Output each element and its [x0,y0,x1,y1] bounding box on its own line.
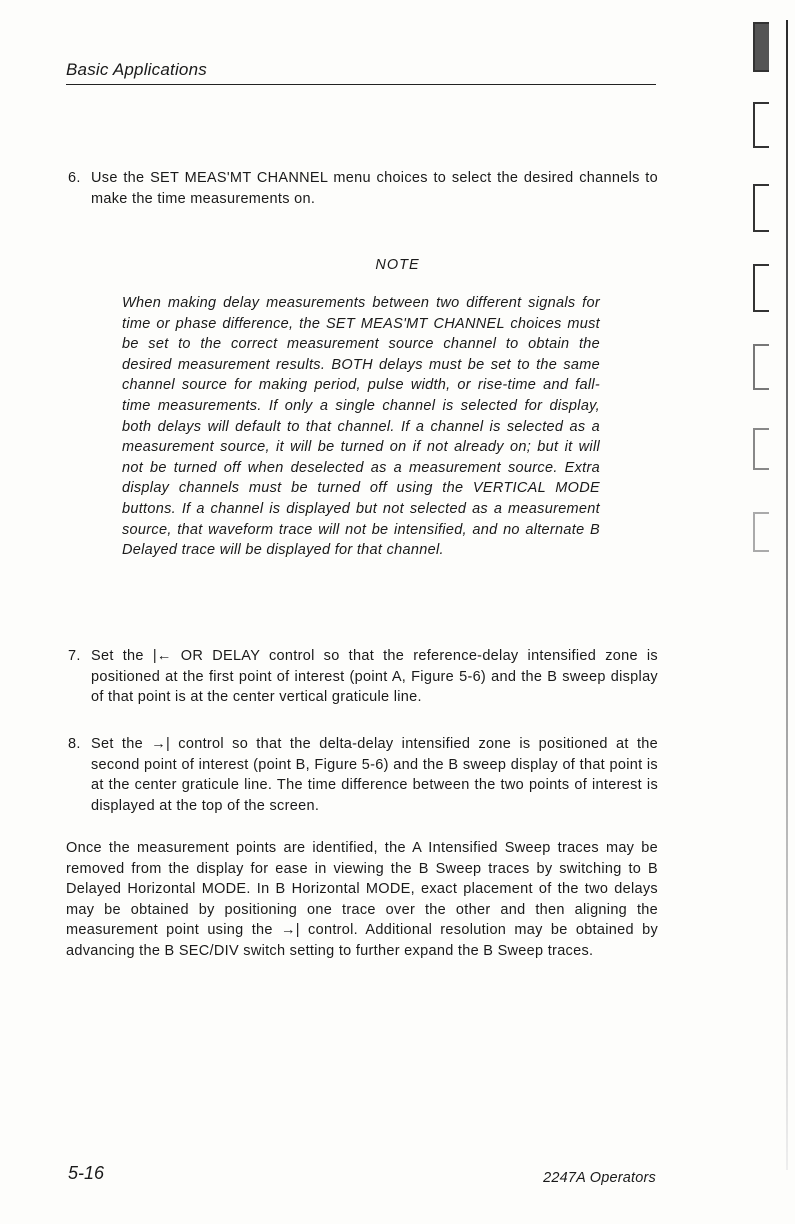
index-tab-mark [753,428,769,470]
step-6 [68,168,658,209]
note-title: NOTE [375,257,420,273]
step-text: Use the SET MEAS'MT CHANNEL menu choices to select the desired channels to make the time measurements on. [91,170,658,207]
index-tab-mark [753,344,769,390]
index-tab-mark [753,22,769,72]
step-text: Set the |← OR DELAY control so that the reference-delay intensified zone is positioned at the first point of interest (point A, Figure 5-6) and the B sweep display of that point is at the center vertical graticule line. [91,648,658,705]
running-header [66,60,656,85]
step-number: 8. [68,736,81,752]
note-body: When making delay measurements between two different signals for time or phase difference, the SET MEAS'MT CHANNEL choices must be set to the correct measurement source channel to obtain the desired measurement results. BOTH delays must be set to the same channel source for making period, pulse width, or rise-time and fall-time measurements. If only a single channel is selected for display, both delays will default to that channel. If a channel is selected as a measurement source, it will be turned on if not already on; but it will not be turned off when deselected as a measurement source. Extra display channels must be turned off using the VERTICAL MODE buttons. If a channel is displayed but not selected as a measurement source, that waveform trace will not be intensified, and no alternate B Delayed trace will be displayed for that channel. [122,295,600,559]
index-tab-mark [753,102,769,148]
step-7 [68,646,658,708]
body-paragraph: Once the measurement points are identified, the A Intensified Sweep traces may be removed from the display for ease in viewing the B Sweep traces by switching to B Delayed Horizontal MODE. In B Horizontal MODE, exact placement of the two delays may be obtained by positioning one trace over the other and then aligning the measurement point using the →| control. Additional resolution may be obtained by advancing the B SEC/DIV switch setting to further expand the B Sweep traces. [66,840,658,959]
step-8 [68,734,658,816]
step-number: 6. [68,170,81,186]
manual-title: 2247A Operators [543,1170,656,1186]
step-text: Set the →| control so that the delta-delay intensified zone is positioned at the second point of interest (point B, Figure 5-6) and the B sweep display of that point is at the center graticule line. The time difference between the two points of interest is displayed at the top of the screen. [91,736,658,814]
step-number: 7. [68,648,81,664]
index-tab-mark [753,184,769,232]
index-tab-mark [753,264,769,312]
index-tab-mark [753,512,769,552]
page-edge-binding [786,20,788,1170]
section-title: Basic Applications [66,60,207,79]
page-number: 5-16 [68,1163,105,1183]
